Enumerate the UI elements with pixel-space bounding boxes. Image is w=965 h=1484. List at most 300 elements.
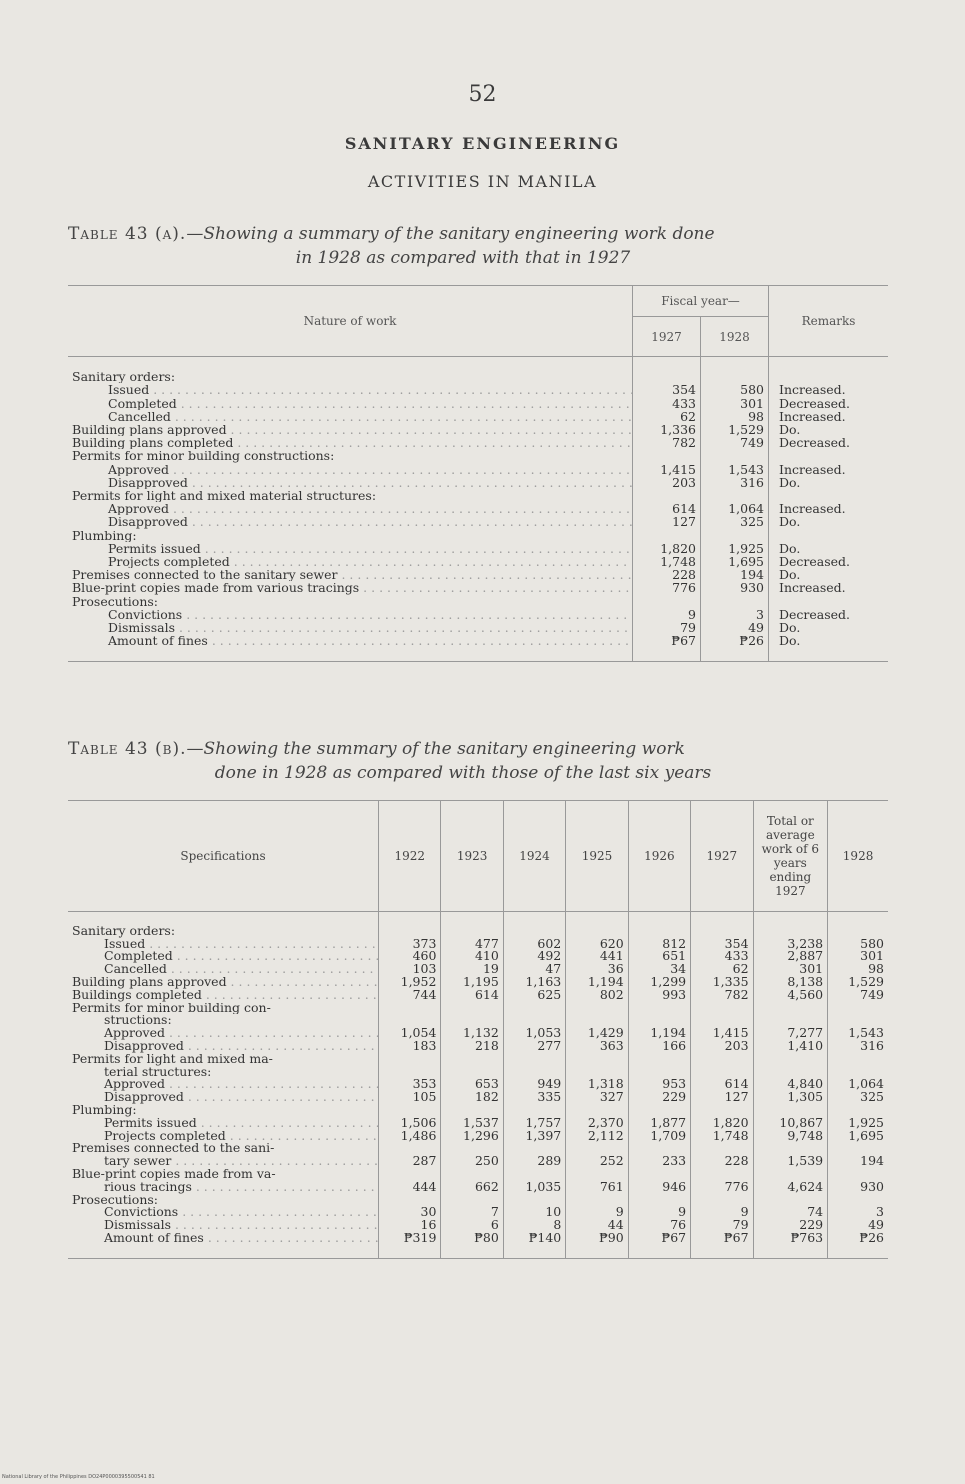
table-b-cell: ₱140 xyxy=(503,1232,565,1245)
table-a-cell-remark: Increased. xyxy=(769,581,889,594)
table-b-cell: 1,748 xyxy=(691,1130,753,1143)
table-b-header-year: 1923 xyxy=(441,801,503,912)
table-b-cell: 252 xyxy=(566,1155,628,1168)
table-a-row-label: Convictions . . . xyxy=(68,608,633,621)
table-b-cell: 1,194 xyxy=(628,1027,690,1040)
table-b-row-label: Cancelled . . . xyxy=(68,963,379,976)
table-b-row xyxy=(68,1053,888,1066)
table-b-cell: ₱80 xyxy=(441,1232,503,1245)
table-b-cell: 1,695 xyxy=(828,1130,888,1143)
table-b-cell: ₱763 xyxy=(753,1232,828,1245)
table-b-cell: 203 xyxy=(691,1040,753,1053)
table-b-cell: ₱67 xyxy=(691,1232,753,1245)
table-b-cell: 744 xyxy=(379,989,441,1002)
table-a-cell-remark: Increased. xyxy=(769,502,889,515)
table-b-cell: 1,757 xyxy=(503,1117,565,1130)
table-b-cell: 776 xyxy=(691,1181,753,1194)
table-b-cell: 1,820 xyxy=(691,1117,753,1130)
table-b-cell: 7,277 xyxy=(753,1027,828,1040)
table-b-cell: 1,296 xyxy=(441,1130,503,1143)
table-a-row-label: Permits issued . . . xyxy=(68,542,633,555)
table-b-row xyxy=(68,1155,888,1168)
table-b-cell: 9 xyxy=(628,1206,690,1219)
table-b-row-label: structions: xyxy=(104,1014,172,1028)
table-b-cell: 1,195 xyxy=(441,976,503,989)
table-b-cell: 614 xyxy=(441,989,503,1002)
table-a-cell-1927: 782 xyxy=(633,436,701,449)
table-b-header-1928: 1928 xyxy=(828,801,888,912)
table-b-row-label: Completed . . . xyxy=(68,950,379,963)
table-b-cell xyxy=(441,1053,503,1066)
table-a-row xyxy=(68,476,888,489)
table-b-row-label: Projects completed . . . xyxy=(68,1130,379,1143)
table-b-cell: 1,539 xyxy=(753,1155,828,1168)
table-b-cell: 433 xyxy=(691,950,753,963)
table-b-cell: 363 xyxy=(566,1040,628,1053)
table-a-row-label: Permits for light and mixed material structures: xyxy=(72,489,377,503)
table-b-cell: 460 xyxy=(379,950,441,963)
table-b-cell: 1,194 xyxy=(566,976,628,989)
table-a-cell-remark: Do. xyxy=(769,476,889,489)
table-b-header-spec: Specifications xyxy=(68,801,379,912)
table-b-cell xyxy=(566,1053,628,1066)
table-b-cell: 7 xyxy=(441,1206,503,1219)
table-b-cell xyxy=(691,1053,753,1066)
table-b-cell: 183 xyxy=(379,1040,441,1053)
footer-credit: National Library of the Philippines DO24P0000395500541 81 xyxy=(2,1474,155,1480)
table-b-row xyxy=(68,1194,888,1207)
table-b-row xyxy=(68,1181,888,1194)
table-b-cell: 1,506 xyxy=(379,1117,441,1130)
table-a-cell-1927: 79 xyxy=(633,621,701,634)
table-b-cell xyxy=(828,1053,888,1066)
table-b-cell: 325 xyxy=(828,1091,888,1104)
table-a-cell-remark: Do. xyxy=(769,423,889,436)
table-b-cell: 250 xyxy=(441,1155,503,1168)
table-b-cell: ₱90 xyxy=(566,1232,628,1245)
table-b-row-label: Blue-print copies made from va- xyxy=(72,1167,276,1181)
table-a-cell-1927: 354 xyxy=(633,383,701,396)
table-a-row xyxy=(68,423,888,436)
table-b-cell: 3 xyxy=(828,1206,888,1219)
table-b-row-label: rious tracings . . . xyxy=(68,1181,379,1194)
table-a-row xyxy=(68,581,888,594)
table-a-cell-1927: 9 xyxy=(633,608,701,621)
table-b-cell xyxy=(503,1053,565,1066)
table-b-cell xyxy=(691,1002,753,1015)
table-b-cell: 492 xyxy=(503,950,565,963)
table-a-row-label: Premises connected to the sanitary sewer . . . xyxy=(68,568,633,581)
table-b xyxy=(68,800,888,1259)
table-a-caption-text-1: —Showing a summary of the sanitary engineering work done xyxy=(186,224,715,244)
table-b-cell: 580 xyxy=(828,938,888,951)
table-b-row-label: Permits for light and mixed ma- xyxy=(72,1052,273,1066)
table-b-cell xyxy=(753,1002,828,1015)
table-a-cell-remark: Increased. xyxy=(769,383,889,396)
table-b-cell xyxy=(828,1002,888,1015)
table-b-cell: 10,867 xyxy=(753,1117,828,1130)
table-a-cell-remark xyxy=(769,529,889,542)
table-b-cell: 1,397 xyxy=(503,1130,565,1143)
table-a-row xyxy=(68,502,888,515)
table-b-cell: 477 xyxy=(441,938,503,951)
table-b-row-label: Permits issued . . . xyxy=(68,1117,379,1130)
table-b-cell: 2,887 xyxy=(753,950,828,963)
table-a-caption-lead: Table 43 (a). xyxy=(68,224,187,244)
table-a-row xyxy=(68,608,888,621)
table-b-cell: 1,877 xyxy=(628,1117,690,1130)
table-b-cell: 2,112 xyxy=(566,1130,628,1143)
table-a-cell-1927: 203 xyxy=(633,476,701,489)
table-b-row-label: Approved . . . xyxy=(68,1078,379,1091)
table-b-row xyxy=(68,1002,888,1015)
table-b-cell: ₱26 xyxy=(828,1232,888,1245)
table-b-cell: 34 xyxy=(628,963,690,976)
table-a-cell-remark: Increased. xyxy=(769,463,889,476)
table-b-cell xyxy=(379,1053,441,1066)
table-a-row-label: Projects completed . . . xyxy=(68,555,633,568)
table-b-cell: 410 xyxy=(441,950,503,963)
table-b-cell: 1,064 xyxy=(828,1078,888,1091)
table-a-cell-1928: 194 xyxy=(701,568,769,581)
table-b-cell: 277 xyxy=(503,1040,565,1053)
table-b-cell: 9 xyxy=(566,1206,628,1219)
table-b-header-year: 1927 xyxy=(691,801,753,912)
table-b-row-label: Building plans approved . . . xyxy=(68,976,379,989)
table-b-cell: 1,429 xyxy=(566,1027,628,1040)
table-a-cell-remark: Do. xyxy=(769,515,889,528)
table-a-row-label: Approved . . . xyxy=(68,502,633,515)
table-b-cell: 373 xyxy=(379,938,441,951)
table-b-cell xyxy=(503,1002,565,1015)
table-a-cell-1928 xyxy=(701,449,769,462)
table-b-cell: 930 xyxy=(828,1181,888,1194)
table-b-cell: 327 xyxy=(566,1091,628,1104)
table-b-row-label: Prosecutions: xyxy=(72,1193,158,1207)
table-b-cell: 30 xyxy=(379,1206,441,1219)
table-b-cell: ₱67 xyxy=(628,1232,690,1245)
table-b-cell: 1,054 xyxy=(379,1027,441,1040)
table-b-row-label: Dismissals . . . xyxy=(68,1219,379,1232)
table-b-header-year: 1925 xyxy=(566,801,628,912)
table-a-cell-1928: 1,543 xyxy=(701,463,769,476)
table-b-cell xyxy=(628,1002,690,1015)
table-b-cell: 229 xyxy=(753,1219,828,1232)
table-b-cell: 761 xyxy=(566,1181,628,1194)
table-b-cell: 441 xyxy=(566,950,628,963)
table-a-row xyxy=(68,410,888,423)
table-b-cell: 10 xyxy=(503,1206,565,1219)
table-a-row-label: Building plans completed . . . xyxy=(68,436,633,449)
table-a-row xyxy=(68,370,888,383)
table-a-row-label: Dismissals . . . xyxy=(68,621,633,634)
table-b-cell: 8,138 xyxy=(753,976,828,989)
table-b-cell: 1,952 xyxy=(379,976,441,989)
table-a-row xyxy=(68,436,888,449)
table-a-cell-1927: 614 xyxy=(633,502,701,515)
table-a-cell-1928: 580 xyxy=(701,383,769,396)
table-b-body xyxy=(68,912,888,1259)
table-b-row xyxy=(68,950,888,963)
table-b-cell: 228 xyxy=(691,1155,753,1168)
table-a-header-1927: 1927 xyxy=(633,317,701,357)
table-a-cell-1927 xyxy=(633,595,701,608)
table-b-header-year: 1922 xyxy=(379,801,441,912)
table-b-row-label: tary sewer . . . xyxy=(68,1155,379,1168)
table-b-cell: 233 xyxy=(628,1155,690,1168)
table-b-cell: 9 xyxy=(691,1206,753,1219)
table-a-caption-text-2: in 1928 as compared with that in 1927 xyxy=(295,248,631,268)
table-a-row-label: Completed . . . xyxy=(68,397,633,410)
table-a-row xyxy=(68,555,888,568)
table-b-cell: 4,840 xyxy=(753,1078,828,1091)
page-number: 52 xyxy=(468,82,497,107)
table-a-cell-remark: Decreased. xyxy=(769,555,889,568)
table-a-cell-1928: 316 xyxy=(701,476,769,489)
table-b-cell: 1,925 xyxy=(828,1117,888,1130)
table-a-cell-remark xyxy=(769,595,889,608)
table-a-cell-remark: Increased. xyxy=(769,410,889,423)
table-b-cell: 6 xyxy=(441,1219,503,1232)
table-a-caption xyxy=(68,222,888,270)
table-b-cell: 9,748 xyxy=(753,1130,828,1143)
table-b-cell: 76 xyxy=(628,1219,690,1232)
table-b-row-label: Amount of fines . . . xyxy=(68,1232,379,1245)
table-b-cell: 182 xyxy=(441,1091,503,1104)
table-a-cell-1928: 3 xyxy=(701,608,769,621)
table-a-cell-1928: 98 xyxy=(701,410,769,423)
table-b-cell xyxy=(753,1053,828,1066)
table-b-cell: 1,486 xyxy=(379,1130,441,1143)
table-b-cell: 1,318 xyxy=(566,1078,628,1091)
table-b-row xyxy=(68,989,888,1002)
table-b-cell: 301 xyxy=(753,963,828,976)
table-b-cell: 949 xyxy=(503,1078,565,1091)
table-b-cell: 1,410 xyxy=(753,1040,828,1053)
table-a-row-label: Blue-print copies made from various tracings . . . xyxy=(68,581,633,594)
table-b-header-year: 1924 xyxy=(503,801,565,912)
table-b-cell: 1,415 xyxy=(691,1027,753,1040)
table-a-cell-1927: 1,415 xyxy=(633,463,701,476)
table-b-row-label: Premises connected to the sani- xyxy=(72,1142,275,1156)
table-b-caption xyxy=(68,737,888,785)
table-a-cell-1927: 776 xyxy=(633,581,701,594)
table-b-cell: 353 xyxy=(379,1078,441,1091)
table-b-cell: 36 xyxy=(566,963,628,976)
table-a-row xyxy=(68,634,888,647)
table-b-cell xyxy=(628,1053,690,1066)
table-b-cell: 1,335 xyxy=(691,976,753,989)
table-a-header-fiscal: Fiscal year— xyxy=(633,286,769,317)
table-a-cell-remark xyxy=(769,449,889,462)
table-b-header-year: 1926 xyxy=(628,801,690,912)
table-a-cell-1928: 325 xyxy=(701,515,769,528)
table-b-cell: 1,305 xyxy=(753,1091,828,1104)
table-b-row xyxy=(68,1040,888,1053)
table-a-row-label: Plumbing: xyxy=(72,528,137,542)
table-a-cell-remark: Do. xyxy=(769,634,889,647)
table-a-cell-1927: 228 xyxy=(633,568,701,581)
table-b-cell: 802 xyxy=(566,989,628,1002)
table-a-row xyxy=(68,383,888,396)
table-b-cell: 47 xyxy=(503,963,565,976)
table-a-row-label: Issued . . . xyxy=(68,383,633,396)
table-a-row xyxy=(68,397,888,410)
table-b-cell: 62 xyxy=(691,963,753,976)
table-a xyxy=(68,285,888,662)
table-a-row-label: Permits for minor building constructions: xyxy=(72,449,335,463)
section-subheading: ACTIVITIES IN MANILA xyxy=(367,172,598,191)
table-b-cell: 782 xyxy=(691,989,753,1002)
table-b-row-label: Disapproved . . . xyxy=(68,1091,379,1104)
table-a-cell-remark: Decreased. xyxy=(769,397,889,410)
table-b-row xyxy=(68,1232,888,1245)
table-a-row xyxy=(68,568,888,581)
table-b-cell: 301 xyxy=(828,950,888,963)
table-a-row xyxy=(68,515,888,528)
table-b-cell: 812 xyxy=(628,938,690,951)
table-a-row xyxy=(68,542,888,555)
table-b-cell: 1,163 xyxy=(503,976,565,989)
table-b-cell: 1,529 xyxy=(828,976,888,989)
table-b-cell: 1,132 xyxy=(441,1027,503,1040)
table-b-cell: 229 xyxy=(628,1091,690,1104)
table-a-row xyxy=(68,621,888,634)
table-b-caption-lead: Table 43 (b). xyxy=(68,739,187,759)
table-b-cell: 316 xyxy=(828,1040,888,1053)
table-a-header-1928: 1928 xyxy=(701,317,769,357)
table-b-cell: 3,238 xyxy=(753,938,828,951)
table-b-cell: 103 xyxy=(379,963,441,976)
table-b-row-label: Sanitary orders: xyxy=(72,924,176,938)
table-a-cell-1927: 1,336 xyxy=(633,423,701,436)
table-a-cell-1927 xyxy=(633,449,701,462)
table-a-cell-1928 xyxy=(701,529,769,542)
table-b-cell: 1,035 xyxy=(503,1181,565,1194)
table-a-row-label: Prosecutions: xyxy=(72,594,158,608)
table-b-cell: 127 xyxy=(691,1091,753,1104)
table-a-row xyxy=(68,595,888,608)
table-b-caption-text-1: —Showing the summary of the sanitary engineering work xyxy=(186,739,685,759)
table-b-cell: 16 xyxy=(379,1219,441,1232)
table-b-cell: 98 xyxy=(828,963,888,976)
table-a-cell-1928: 930 xyxy=(701,581,769,594)
table-a-row-label: Disapproved . . . xyxy=(68,515,633,528)
table-b-cell: 1,299 xyxy=(628,976,690,989)
table-b-cell: 4,624 xyxy=(753,1181,828,1194)
section-heading: SANITARY ENGINEERING xyxy=(344,134,621,153)
table-a-cell-1927: 62 xyxy=(633,410,701,423)
table-a-row-label: Sanitary orders: xyxy=(72,370,176,384)
table-b-row-label: terial structures: xyxy=(104,1065,212,1079)
table-a-header-nature: Nature of work xyxy=(68,286,633,357)
table-b-cell: 49 xyxy=(828,1219,888,1232)
table-b-cell: 287 xyxy=(379,1155,441,1168)
table-b-cell: 19 xyxy=(441,963,503,976)
table-b-cell: 1,053 xyxy=(503,1027,565,1040)
table-b-row xyxy=(68,1130,888,1143)
table-a-cell-remark: Decreased. xyxy=(769,608,889,621)
table-a-cell-1927: 127 xyxy=(633,515,701,528)
table-b-cell: 651 xyxy=(628,950,690,963)
table-a-cell-1928: 749 xyxy=(701,436,769,449)
table-a-cell-1928: 1,925 xyxy=(701,542,769,555)
table-b-cell: 653 xyxy=(441,1078,503,1091)
table-b-cell: 946 xyxy=(628,1181,690,1194)
table-a-cell-1928: 1,529 xyxy=(701,423,769,436)
table-b-cell: 749 xyxy=(828,989,888,1002)
table-b-cell: 620 xyxy=(566,938,628,951)
table-a-cell-1927: ₱67 xyxy=(633,634,701,647)
table-a-row xyxy=(68,489,888,502)
table-a-row-label: Disapproved . . . xyxy=(68,476,633,489)
table-b-header-total: Total or average work of 6 years ending 1927 xyxy=(753,801,828,912)
table-b-row xyxy=(68,1091,888,1104)
table-a-cell-1928: 1,695 xyxy=(701,555,769,568)
table-a-cell-1927: 1,748 xyxy=(633,555,701,568)
table-a-cell-1927 xyxy=(633,529,701,542)
table-b-cell xyxy=(379,1002,441,1015)
table-b-row-label: Approved . . . xyxy=(68,1027,379,1040)
table-a-cell-remark: Do. xyxy=(769,542,889,555)
table-b-row-label: Issued . . . xyxy=(68,938,379,951)
table-a-row-label: Cancelled . . . xyxy=(68,410,633,423)
table-b-cell: 335 xyxy=(503,1091,565,1104)
table-b-cell: 1,709 xyxy=(628,1130,690,1143)
table-b-cell: 614 xyxy=(691,1078,753,1091)
table-a-cell-1927: 1,820 xyxy=(633,542,701,555)
table-b-cell xyxy=(566,1002,628,1015)
table-b-cell: 2,370 xyxy=(566,1117,628,1130)
table-a-cell-1927: 433 xyxy=(633,397,701,410)
table-b-row-label: Permits for minor building con- xyxy=(72,1001,271,1015)
table-b-cell: 1,543 xyxy=(828,1027,888,1040)
table-a-cell-1928: 1,064 xyxy=(701,502,769,515)
table-b-caption-text-2: done in 1928 as compared with those of the last six years xyxy=(214,763,712,783)
table-b-row-label: Buildings completed . . . xyxy=(68,989,379,1002)
table-a-cell-remark: Decreased. xyxy=(769,436,889,449)
table-b-cell: 166 xyxy=(628,1040,690,1053)
table-b-cell: 44 xyxy=(566,1219,628,1232)
table-b-cell: ₱319 xyxy=(379,1232,441,1245)
table-b-cell: 625 xyxy=(503,989,565,1002)
table-a-cell-1928: 49 xyxy=(701,621,769,634)
table-b-cell: 8 xyxy=(503,1219,565,1232)
table-b-cell: 74 xyxy=(753,1206,828,1219)
table-b-row xyxy=(68,1206,888,1219)
table-a-row-label: Approved . . . xyxy=(68,463,633,476)
table-a-cell-1928 xyxy=(701,595,769,608)
table-b-row-label: Plumbing: xyxy=(72,1103,137,1117)
table-b-cell: 79 xyxy=(691,1219,753,1232)
table-a-row-label: Amount of fines . . . xyxy=(68,634,633,647)
table-a-cell-1928: ₱26 xyxy=(701,634,769,647)
table-b-cell: 354 xyxy=(691,938,753,951)
table-a-cell-1928: 301 xyxy=(701,397,769,410)
table-b-cell: 1,537 xyxy=(441,1117,503,1130)
table-b-cell: 218 xyxy=(441,1040,503,1053)
table-a-cell-remark: Do. xyxy=(769,568,889,581)
table-b-cell: 4,560 xyxy=(753,989,828,1002)
table-b-cell: 444 xyxy=(379,1181,441,1194)
table-a-row-label: Building plans approved . . . xyxy=(68,423,633,436)
table-b-cell: 993 xyxy=(628,989,690,1002)
table-b-cell: 289 xyxy=(503,1155,565,1168)
table-a-header-remarks: Remarks xyxy=(769,286,889,357)
table-b-cell xyxy=(441,1002,503,1015)
table-b-cell: 953 xyxy=(628,1078,690,1091)
table-b-row-label: Disapproved . . . xyxy=(68,1040,379,1053)
